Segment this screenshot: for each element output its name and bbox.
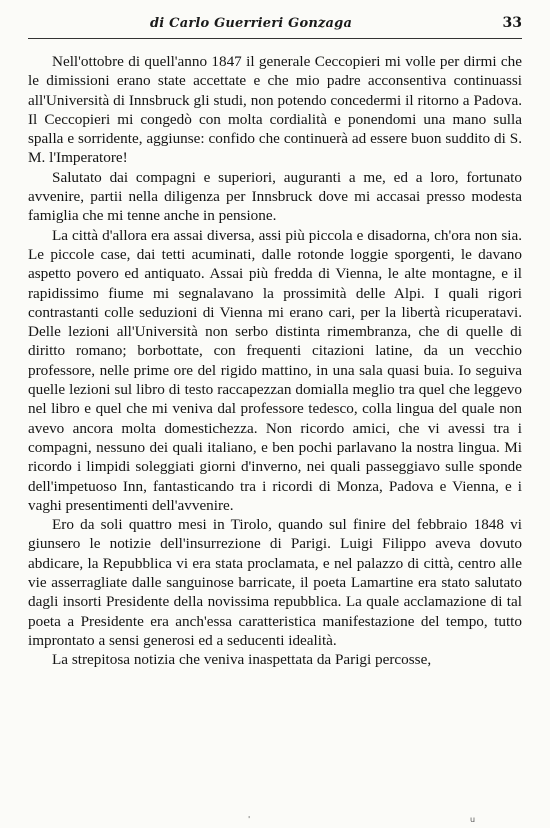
paragraph-1: Nell'ottobre di quell'anno 1847 il generale Ceccopieri mi volle per dirmi che le dimissioni erano state accettate e che mio padre acconsentiva continuassi all'Università di Innsbruck gli studi, non potendo concedermi il ritorno a Padova. Il Ceccopieri mi congedò con molta cordialità e ponendomi una mano sulla spalla e sorridente, aggiunse: confido che continuerà ad essere buon suddito di S. M. l'Imperatore! — [28, 53, 522, 167]
paragraph-2: Salutato dai compagni e superiori, auguranti a me, ed a loro, fortunato avvenire, partii nella diligenza per Innsbruck dove mi accasai presso modesta famiglia che mi tenne anche in pensione. — [28, 168, 522, 225]
paragraph-5: La strepitosa notizia che veniva inaspettata da Parigi percosse, — [52, 651, 432, 669]
page-number: 33 — [502, 15, 522, 31]
footer-marks — [0, 815, 550, 827]
running-head — [0, 12, 550, 36]
running-title: di Carlo Guerrieri Gonzaga — [150, 16, 353, 31]
header-rule — [28, 38, 522, 39]
footer-mark-right: u — [470, 815, 476, 824]
paragraph-4: Ero da soli quattro mesi in Tirolo, quando sul finire del febbraio 1848 vi giunsero le notizie dell'insurrezione di Parigi. Luigi Filippo aveva dovuto abdicare, la Repubblica vi era stata proclamata, e nel palazzo di città, centro alle vie asserragliate dalle sanguinose barricate, il poeta Lamartine era stato salutato dagli insorti Presidente della novissima repubblica. La quale acclamazione di tal poeta a Presidente era anch'essa caratteristica manifestazione del tempo, tutto improntato a sensi generosi ed a seducenti idealità. — [28, 516, 522, 649]
body-text — [28, 52, 522, 670]
paragraph-3: La città d'allora era assai diversa, assi più piccola e disadorna, ch'ora non sia. Le piccole case, dai tetti acuminati, dalle rotonde loggie sporgenti, le davano aspetto povero ed antiquato. Assai più fredda di Vienna, le alte montagne, e il rapidissimo fiume mi segnalavano la prossimità delle Alpi. I quali rigori contrastanti colle seduzioni di Vienna mi erano cari, per la libertà ricuperatavi. Delle lezioni all'Università non serbo distinta rimembranza, che di quelle di diritto romano; borbottate, con frequenti citazioni latine, da un vecchio professore, nelle prime ore del rigido mattino, in una sala quasi buia. Io seguiva quelle lezioni sul libro di testo raccapezzan domialla meglio tra quel che leggevo nel libro e quel che mi veniva dal professore tedesco, colla lingua del quale non avevo ancora molta domestichezza. Non ricordo amici, che vi avessi tra i compagni, nessuno dei quali italiano, e ben pochi parlavano la nostra lingua. Mi ricordo i limpidi soleggiati giorni d'inverno, nei quali passeggiavo sulle sponde dell'impetuoso Inn, fantasticando tra i ricordi di Monza, Padova e Vienna, e i vaghi presentimenti dell'avvenire. — [28, 226, 522, 514]
footer-mark-left: ' — [248, 815, 251, 824]
